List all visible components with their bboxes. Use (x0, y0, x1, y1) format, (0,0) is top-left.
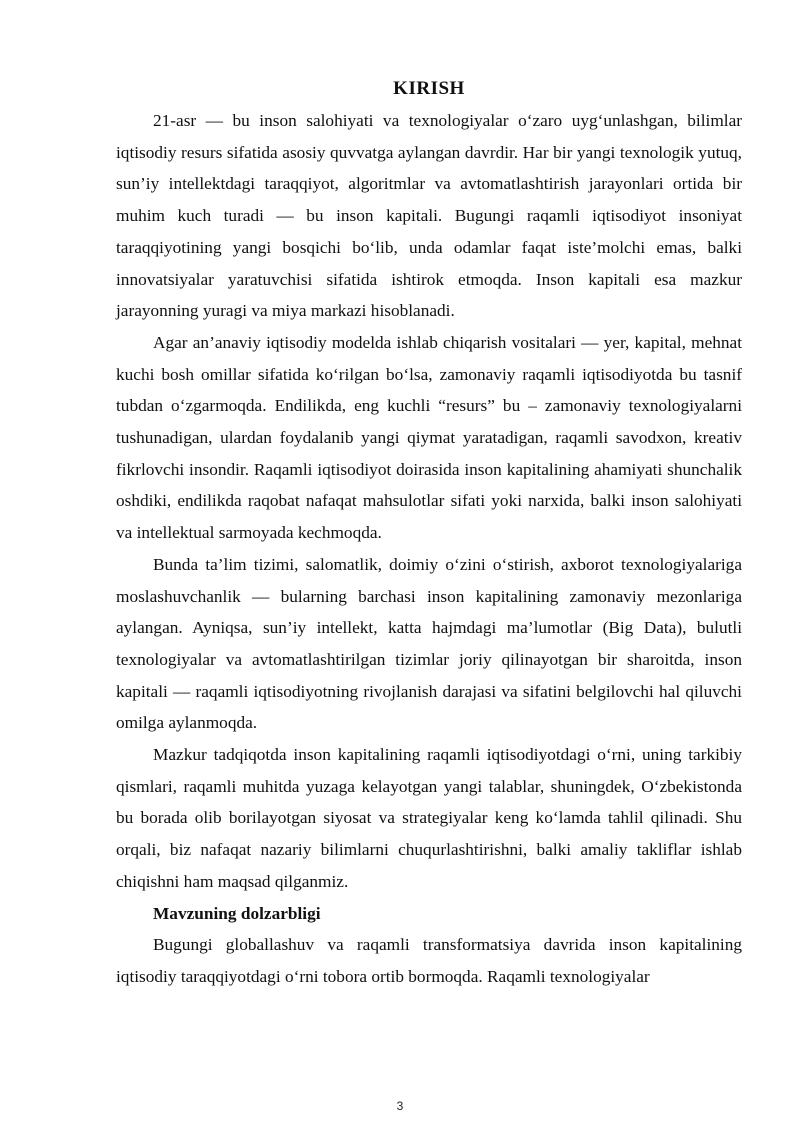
paragraph-1: 21-asr — bu inson salohiyati va texnologiyalar o‘zaro uyg‘unlashgan, bilimlar iqtisodiy resurs sifatida asosiy quvvatga aylangan davrdir. Har bir yangi texnologik yutuq, sun’iy intellektdagi taraqqiyot, algoritmlar va avtomatlashtirish jarayonlari ortida bir muhim kuch turadi — bu inson kapitali. Bugungi raqamli iqtisodiyot insoniyat taraqqiyotining yangi bosqichi bo‘lib, unda odamlar faqat iste’molchi emas, balki innovatsiyalar yaratuvchisi sifatida ishtirok etmoqda. Inson kapitali esa mazkur jarayonning yuragi va miya markazi hisoblanadi. (116, 111, 742, 321)
paragraph-4: Mazkur tadqiqotda inson kapitalining raqamli iqtisodiyotdagi o‘rni, uning tarkibiy qismlari, raqamli muhitda yuzaga kelayotgan yangi talablar, shuningdek, O‘zbekistonda bu borada olib borilayotgan siyosat va strategiyalar keng ko‘lamda tahlil qilinadi. Shu orqali, biz nafaqat nazariy bilimlarni chuqurlashtirishni, balki amaliy takliflar ishlab chiqishni ham maqsad qilganmiz. (116, 745, 742, 891)
paragraph-2: Agar an’anaviy iqtisodiy modelda ishlab chiqarish vositalari — yer, kapital, mehnat kuchi bosh omillar sifatida ko‘rilgan bo‘lsa, zamonaviy raqamli iqtisodiyotda bu tasnif tubdan o‘zgarmoqda. Endilikda, eng kuchli “resurs” bu – zamonaviy texnologiyalarni tushunadigan, ulardan foydalanib yangi qiymat yaratadigan, raqamli savodxon, kreativ fikrlovchi insondir. Raqamli iqtisodiyot doirasida inson kapitalining ahamiyati shunchalik oshdiki, endilikda raqobat nafaqat mahsulotlar sifati yoki narxida, balki inson salohiyati va intellektual sarmoyada kechmoqda. (116, 332, 742, 543)
paragraph-5: Bugungi globallashuv va raqamli transformatsiya davrida inson kapitalining iqtisodiy taraqqiyotdagi o‘rni tobora ortib bormoqda. Raqamli texnologiyalar (116, 935, 742, 986)
section-heading: Mavzuning dolzarbligi (153, 903, 321, 923)
paragraph-3: Bunda ta’lim tizimi, salomatlik, doimiy o‘zini o‘stirish, axborot texnologiyalariga moslashuvchanlik — bularning barchasi inson kapitalining zamonaviy mezonlariga aylangan. Ayniqsa, sun’iy intellekt, katta hajmdagi ma’lumotlar (Big Data), bulutli texnologiyalar va avtomatlashtirilgan tizimlar joriy qilinayotgan bir sharoitda, inson kapitali — raqamli iqtisodiyotning rivojlanish darajasi va sifatini belgilovchi hal qiluvchi omilga aylanmoqda. (116, 554, 742, 733)
page-title: KIRISH (393, 78, 465, 99)
page-content (116, 73, 742, 993)
page-number: 3 (396, 1099, 404, 1113)
